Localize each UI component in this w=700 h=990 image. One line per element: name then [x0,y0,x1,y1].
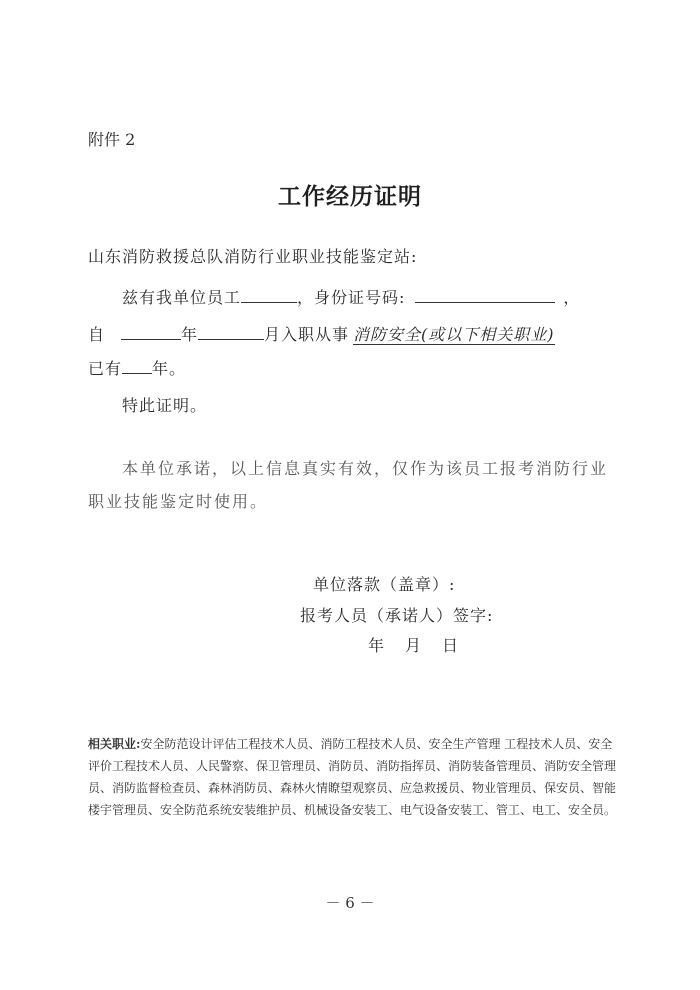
id-number-blank [415,288,555,303]
years-suffix: 年。 [152,359,187,378]
related-occupations [88,733,616,821]
promise-text: 本单位承诺，以上信息真实有效，仅作为该员工报考消防行业职业技能鉴定时使用。 [88,459,609,511]
unit-signature: 单位落款（盖章）: [313,575,456,594]
employee-line [122,285,580,308]
id-suffix: ， [563,288,581,307]
certify-text: 特此证明。 [122,396,208,415]
date-day: 日 [442,636,460,655]
employee-name-blank [241,288,297,303]
page-number: － 6 － [325,894,375,912]
date-year: 年 [368,636,386,655]
employee-prefix: 兹有我单位员工 [122,288,242,307]
id-label: ，身份证号码: [297,288,406,307]
entry-month-blank [198,325,264,340]
years-blank [122,359,152,374]
addressee: 山东消防救援总队消防行业职业技能鉴定站: [88,247,418,266]
related-list: 安全防范设计评估工程技术人员、消防工程技术人员、安全生产管理 工程技术人员、安全评价工程技术人员、人民警察、保卫管理员、消防员、消防指挥员、消防装备管理员、消防安全管理员、消防监督检查员、森林消防员、森林火情瞭望观察员、应急救援员、物业管理员、保安员、智能楼宇管理员、安全防范系统安装维护员、机械设备安装工、电气设备安装工、管工、电工、安全员。 [88,737,617,817]
signature-date [368,633,479,656]
page-title: 工作经历证明 [278,183,422,210]
attachment-label: 附件 2 [88,130,136,149]
job-title: 消防安全(或以下相关职业) [353,325,555,344]
year-label: 年 [181,325,199,344]
entry-date-line [88,322,555,345]
entry-year-blank [121,325,181,340]
years-prefix: 已有 [88,359,123,378]
applicant-signature: 报考人员（承诺人）签字: [300,606,494,625]
related-label: 相关职业: [88,737,141,751]
month-entry-label: 月入职从事 [264,325,350,344]
from-label: 自 [88,325,106,344]
date-month: 月 [405,636,423,655]
years-line [88,356,186,379]
